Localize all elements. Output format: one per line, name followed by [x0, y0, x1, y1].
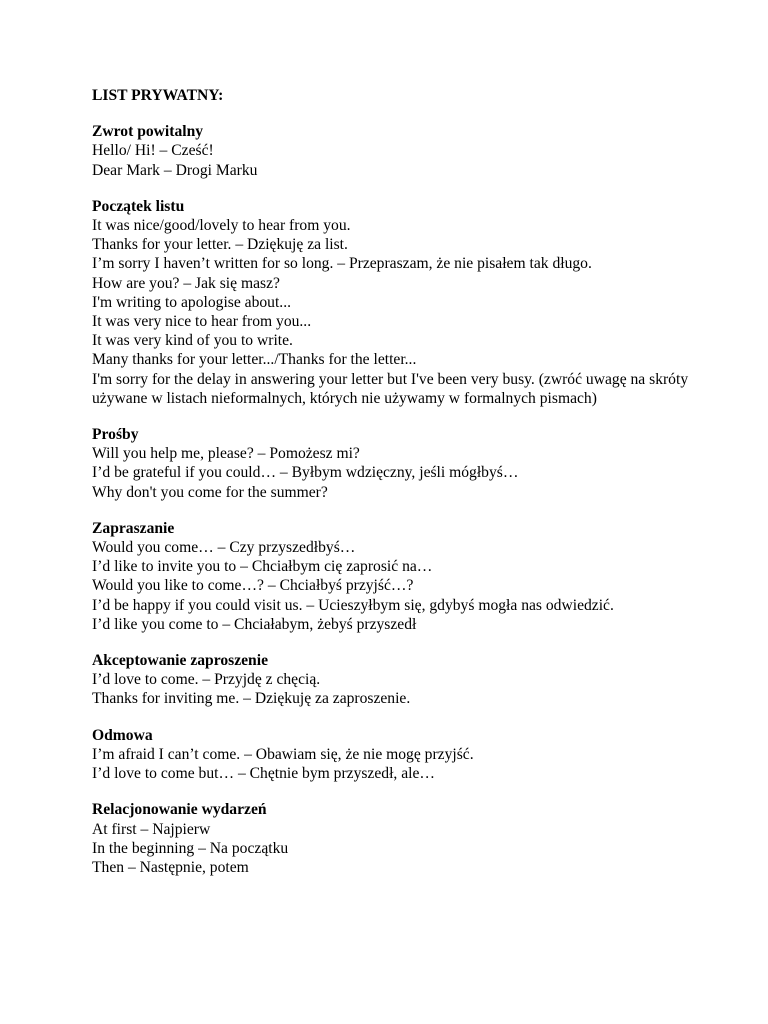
phrase-line: I’d like you come to – Chciałabym, żebyś przyszedł [92, 615, 417, 633]
phrase-line: I'm sorry for the delay in answering your letter but I've been very busy. (zwróć uwagę na skróty używane w listach nieformalnych, których nie używamy w formalnych pismach) [92, 370, 693, 407]
phrase-line: I’d love to come. – Przyjdę z chęcią. [92, 671, 321, 689]
phrase-line: Thanks for inviting me. – Dziękuję za zaproszenie. [92, 690, 411, 708]
phrase-line: It was very kind of you to write. [92, 332, 293, 350]
section [92, 726, 742, 784]
section-heading: Zwrot powitalny [92, 123, 204, 141]
phrase-line: It was very nice to hear from you... [92, 313, 312, 331]
phrase-line: I’d love to come but… – Chętnie bym przyszedł, ale… [92, 765, 435, 783]
sections-container [92, 122, 742, 877]
section-heading: Początek listu [92, 197, 185, 215]
section-heading: Relacjonowanie wydarzeń [92, 801, 267, 819]
section [92, 800, 742, 877]
phrase-line: Would you come… – Czy przyszedłbyś… [92, 539, 356, 557]
phrase-line: Many thanks for your letter.../Thanks for the letter... [92, 351, 417, 369]
phrase-line: Why don't you come for the summer? [92, 483, 328, 501]
phrase-line: Thanks for your letter. – Dziękuję za list. [92, 236, 348, 254]
phrase-line: How are you? – Jak się masz? [92, 274, 280, 292]
section [92, 122, 742, 180]
phrase-line: Dear Mark – Drogi Marku [92, 161, 258, 179]
section [92, 197, 742, 408]
section-heading: Prośby [92, 426, 139, 444]
phrase-line: I’m sorry I haven’t written for so long. – Przepraszam, że nie pisałem tak długo. [92, 255, 592, 273]
phrase-line: At first – Najpierw [92, 820, 211, 838]
section [92, 651, 742, 709]
phrase-line: Would you like to come…? – Chciałbyś przyjść…? [92, 577, 414, 595]
phrase-line: I’d like to invite you to – Chciałbym cię zaprosić na… [92, 558, 433, 576]
phrase-line: Hello/ Hi! – Cześć! [92, 142, 214, 160]
phrase-line: It was nice/good/lovely to hear from you. [92, 217, 351, 235]
section-heading: Odmowa [92, 726, 153, 744]
phrase-line: Will you help me, please? – Pomożesz mi? [92, 445, 360, 463]
section [92, 425, 742, 502]
section-heading: Akceptowanie zaproszenie [92, 652, 268, 670]
phrase-line: I’d be happy if you could visit us. – Ucieszyłbym się, gdybyś mogła nas odwiedzić. [92, 596, 614, 614]
phrase-line: I’m afraid I can’t come. – Obawiam się, że nie mogę przyjść. [92, 745, 474, 763]
document-page [92, 86, 742, 894]
section-heading: Zapraszanie [92, 519, 175, 537]
section [92, 519, 742, 634]
document-title: LIST PRYWATNY: [92, 87, 224, 104]
phrase-line: I’d be grateful if you could… – Byłbym wdzięczny, jeśli mógłbyś… [92, 464, 519, 482]
phrase-line: Then – Następnie, potem [92, 858, 249, 876]
phrase-line: In the beginning – Na początku [92, 839, 289, 857]
phrase-line: I'm writing to apologise about... [92, 293, 292, 311]
